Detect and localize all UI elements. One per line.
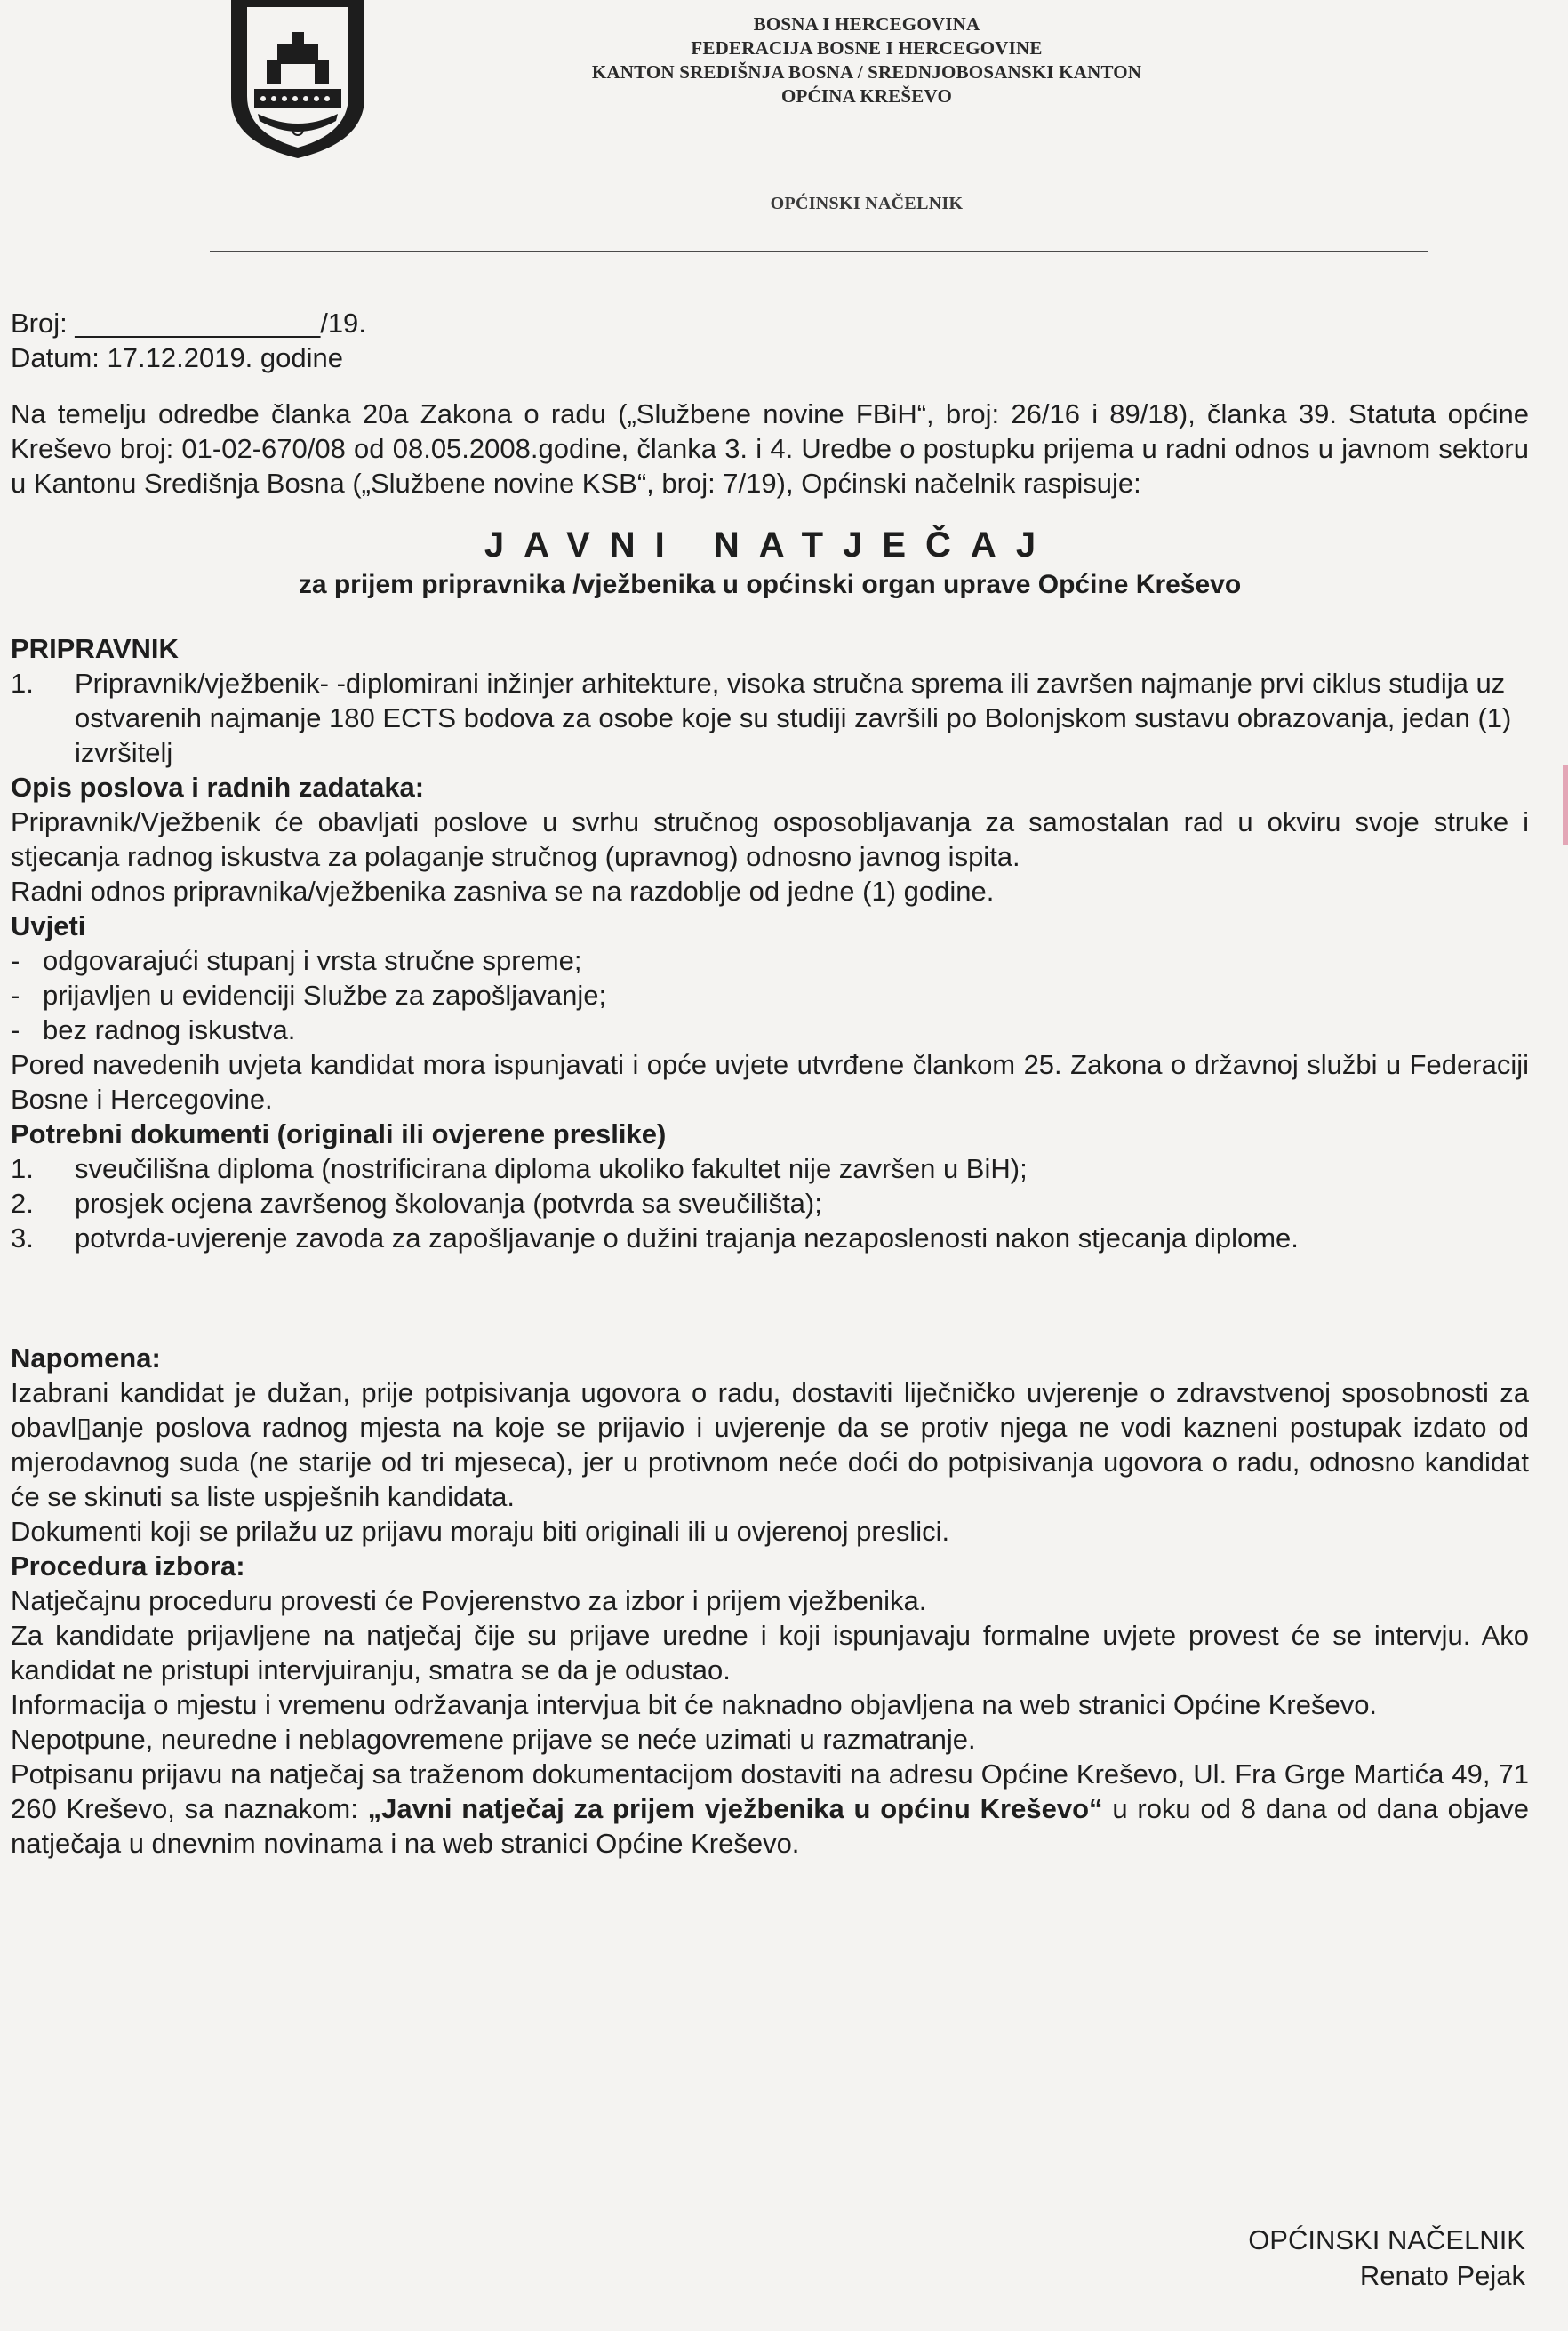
- header-line: OPĆINA KREŠEVO: [781, 85, 952, 107]
- section-heading-pripravnik: PRIPRAVNIK: [11, 633, 179, 664]
- opis-paragraph: Pripravnik/Vježbenik će obavljati poslove u svrhu stručnog osposobljavanja za samostalan rad u okviru svoje struke i stjecanja radnog iskustva za polaganje stručnog (upravnog) odnosno javnog ispita.: [11, 806, 1529, 872]
- list-item: - prijavljen u evidenciji Službe za zapošljavanje;: [11, 980, 607, 1011]
- document-body: [11, 306, 1529, 1861]
- scan-edge-mark: [1563, 765, 1568, 845]
- list-item: [11, 1186, 1529, 1221]
- position-list: [11, 666, 1529, 770]
- signature-name: Renato Pejak: [1359, 2260, 1525, 2291]
- header-line: FEDERACIJA BOSNE I HERCEGOVINE: [691, 37, 1043, 59]
- napomena-paragraph: Dokumenti koji se prilažu uz prijavu moraju biti originali ili u ovjerenoj preslici.: [11, 1516, 950, 1547]
- document-subtitle: za prijem pripravnika /vježbenika u općinski organ uprave Općine Kreševo: [298, 570, 1242, 599]
- document-date: Datum: 17.12.2019. godine: [11, 342, 343, 373]
- header-line: KANTON SREDIŠNJA BOSNA / SREDNJOBOSANSKI KANTON: [591, 61, 1142, 83]
- coat-of-arms-icon: [222, 0, 373, 158]
- item-text: bez radnog iskustva.: [43, 1014, 296, 1045]
- item-number: 2.: [11, 1188, 34, 1219]
- procedura-paragraph: [11, 1757, 1529, 1861]
- list-item: [11, 666, 1529, 770]
- list-item: [11, 1221, 1529, 1255]
- procedura-paragraph: Nepotpune, neuredne i neblagovremene prijave se neće uzimati u razmatranje.: [11, 1724, 976, 1755]
- deadline-text: u roku od 8 dana od dana objave natječaja u dnevnim novinama i na web stranici Općine Kreševo.: [11, 1793, 1530, 1859]
- item-text: prosjek ocjena završenog školovanja (potvrda sa sveučilišta);: [75, 1188, 822, 1219]
- item-number: 1.: [11, 1153, 34, 1184]
- submission-label: „Javni natječaj za prijem vježbenika u općinu Kreševo“: [367, 1793, 1103, 1824]
- signature-block: [1248, 2223, 1525, 2294]
- document-title: JAVNI NATJEČAJ: [484, 525, 1056, 565]
- institution-header: [480, 12, 1253, 108]
- item-text: sveučilišna diploma (nostrificirana diploma ukoliko fakultet nije završen u BiH);: [75, 1153, 1028, 1184]
- section-heading-uvjeti: Uvjeti: [11, 910, 86, 941]
- office-title: OPĆINSKI NAČELNIK: [770, 194, 964, 213]
- napomena-paragraph: Izabrani kandidat je dužan, prije potpisivanja ugovora o radu, dostaviti liječničko uvjerenje o zdravstvenoj sposobnosti za obavl▯anje poslova radnog mjesta na koje se prijavio i uvjerenje da se protiv njega ne vodi kazneni postupak izdato od mjerodavnog suda (ne starije od tri mjeseca), jer u protivnom neće doći do potpisivanja ugovora o radu, odnosno kandidat će se skinuti sa liste uspješnih kandidata.: [11, 1377, 1529, 1512]
- documents-list: [11, 1151, 1529, 1255]
- section-heading-procedura: Procedura izbora:: [11, 1550, 245, 1582]
- header-divider: [210, 251, 1428, 252]
- header-line: BOSNA I HERCEGOVINA: [753, 13, 980, 35]
- item-text: potvrda-uvjerenje zavoda za zapošljavanje o dužini trajanja nezaposlenosti nakon stjecanja diplome.: [75, 1222, 1299, 1254]
- conditions-list: [11, 943, 1529, 1047]
- procedura-paragraph: Informacija o mjestu i vremenu održavanja intervjua bit će naknadno objavljena na web stranici Općine Kreševo.: [11, 1689, 1378, 1720]
- list-item: [11, 1151, 1529, 1186]
- item-text: odgovarajući stupanj i vrsta stručne spreme;: [43, 945, 582, 976]
- item-number: 1.: [11, 668, 34, 699]
- procedura-paragraph: Za kandidate prijavljene na natječaj čije su prijave uredne i koji ispunjavaju formalne uvjete provest će se intervju. Ako kandidat ne pristupi intervjuiranju, smatra se da je odustao.: [11, 1620, 1529, 1686]
- procedura-paragraph: Natječajnu proceduru provesti će Povjerenstvo za izbor i prijem vježbenika.: [11, 1585, 927, 1616]
- opis-paragraph: Radni odnos pripravnika/vježbenika zasniva se na razdoblje od jedne (1) godine.: [11, 876, 995, 907]
- list-item: - odgovarajući stupanj i vrsta stručne spreme;: [11, 945, 582, 976]
- item-text: Pripravnik/vježbenik- -diplomirani inžinjer arhitekture, visoka stručna sprema ili završen najmanje prvi ciklus studija uz ostvarenih najmanje 180 ECTS bodova za osobe koje su studiji završili po Bolonjskom sustavu obrazovanja, jedan (1) izvršitelj: [75, 668, 1512, 768]
- intro-paragraph: Na temelju odredbe članka 20a Zakona o radu („Službene novine FBiH“, broj: 26/16 i 89/18), članka 39. Statuta općine Kreševo broj: 01-02-670/08 od 08.05.2008.godine, članka 3. i 4. Uredbe o postupku prijema u radni odnos u javnom sektoru u Kantonu Središnja Bosna („Službene novine KSB“, broj: 7/19), Općinski načelnik raspisuje:: [11, 398, 1529, 499]
- address-text: Potpisanu prijavu na natječaj sa traženom dokumentacijom dostaviti na adresu Općine Kreševo, Ul. Fra Grge Martića 49, 71 260 Kreševo, sa naznakom:: [11, 1758, 1529, 1824]
- section-heading-napomena: Napomena:: [11, 1342, 161, 1374]
- list-item: - bez radnog iskustva.: [11, 1014, 296, 1045]
- reference-number: Broj: ________________/19.: [11, 308, 366, 339]
- item-number: 3.: [11, 1222, 34, 1254]
- conditions-note: Pored navedenih uvjeta kandidat mora ispunjavati i opće uvjete utvrđene člankom 25. Zakona o državnoj službi u Federaciji Bosne i Hercegovine.: [11, 1049, 1529, 1115]
- section-heading-opis: Opis poslova i radnih zadataka:: [11, 772, 425, 803]
- section-heading-dokumenti: Potrebni dokumenti (originali ili ovjerene preslike): [11, 1118, 667, 1149]
- signature-title: OPĆINSKI NAČELNIK: [1248, 2224, 1525, 2255]
- item-text: prijavljen u evidenciji Službe za zapošljavanje;: [43, 980, 607, 1011]
